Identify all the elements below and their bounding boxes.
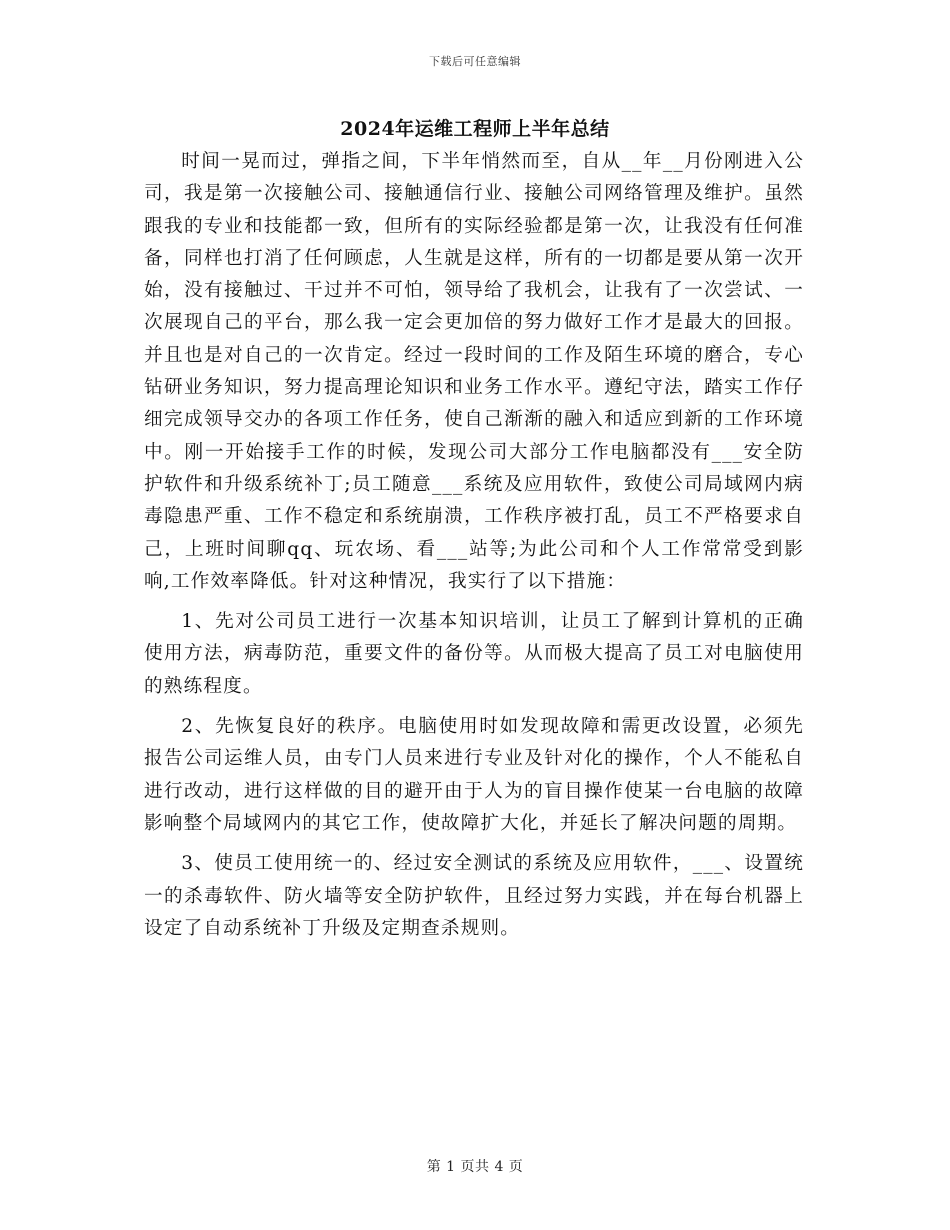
page-indicator: 第 1 页共 4 页 xyxy=(426,1159,524,1175)
paragraph-measure-1: 1、先对公司员工进行一次基本知识培训，让员工了解到计算机的正确使用方法，病毒防范，重要文件的备份等。从而极大提高了员工对电脑使用的熟练程度。 xyxy=(144,611,804,697)
paragraph-intro: 时间一晃而过，弹指之间，下半年悄然而至，自从__年__月份刚进入公司，我是第一次接触公司、接触通信行业、接触公司网络管理及维护。虽然跟我的专业和技能都一致，但所有的实际经验都是第一次，让我没有任何准备，同样也打消了任何顾虑，人生就是这样，所有的一切都是要从第一次开始，没有接触过、干过并不可怕，领导给了我机会，让我有了一次尝试、一次展现自己的平台，那么我一定会更加倍的努力做好工作才是最大的回报。并且也是对自己的一次肯定。经过一段时间的工作及陌生环境的磨合，专心钻研业务知识，努力提高理论知识和业务工作水平。遵纪守法，踏实工作仔细完成领导交办的各项工作任务，使自己渐渐的融入和适应到新的工作环境中。刚一开始接手工作的时候，发现公司大部分工作电脑都没有___安全防护软件和升级系统补丁;员工随意___系统及应用软件，致使公司局域网内病毒隐患严重、工作不稳定和系统崩溃，工作秩序被打乱，员工不严格要求自己，上班时间聊qq、玩农场、看___站等;为此公司和个人工作常常受到影响,工作效率降低。针对这种情况，我实行了以下措施： xyxy=(144,151,804,592)
paragraph-measure-3: 3、使员工使用统一的、经过安全测试的系统及应用软件，___、设置统一的杀毒软件、防火墙等安全防护软件，且经过努力实践，并在每台机器上设定了自动系统补丁升级及定期查杀规则。 xyxy=(144,853,804,939)
header-note: 下载后可任意编辑 xyxy=(429,55,521,68)
paragraph-measure-2: 2、先恢复良好的秩序。电脑使用时如发现故障和需更改设置，必须先报告公司运维人员，由专门人员来进行专业及针对化的操作，个人不能私自进行改动，进行这样做的目的避开由于人为的盲目操作使某一台电脑的故障影响整个局域网内的其它工作，使故障扩大化，并延长了解决问题的周期。 xyxy=(144,716,804,834)
document-body xyxy=(144,146,804,945)
document-title: 2024年运维工程师上半年总结 xyxy=(340,118,610,140)
